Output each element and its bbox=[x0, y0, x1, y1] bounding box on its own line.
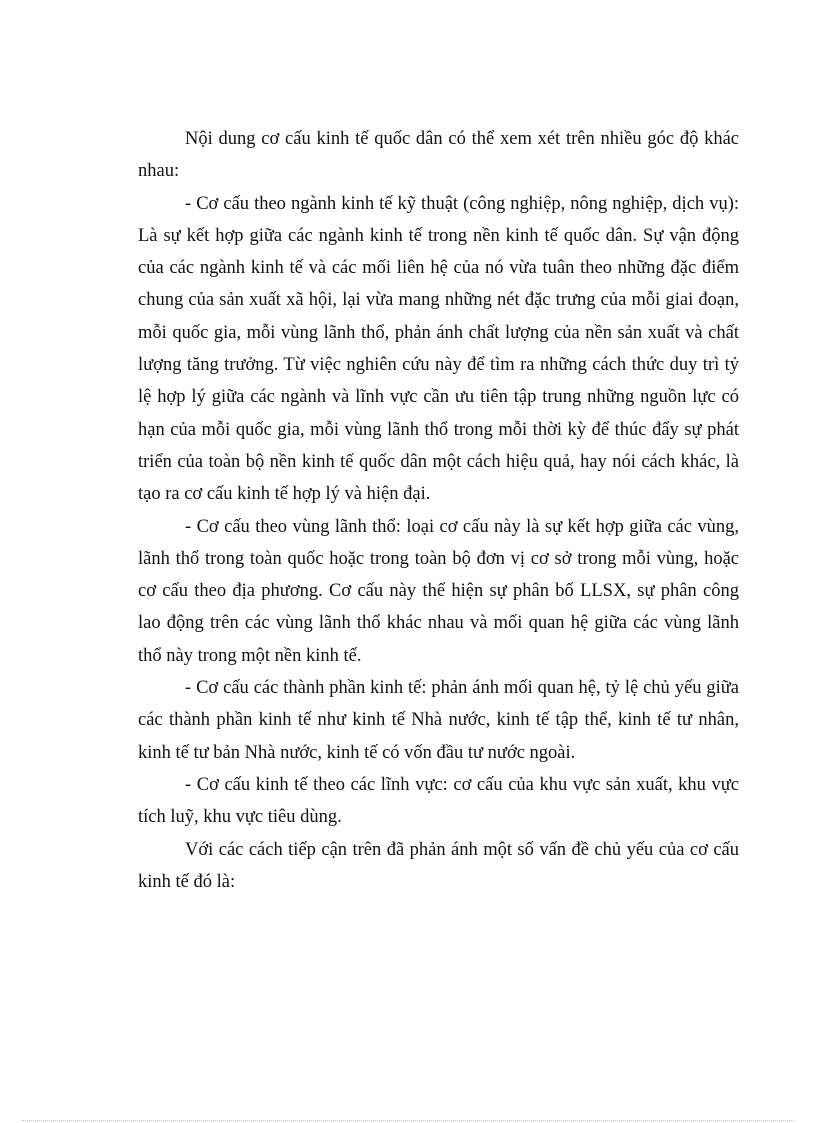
paragraph-territorial-structure: - Cơ cấu theo vùng lãnh thổ: loại cơ cấu này là sự kết hợp giữa các vùng, lãnh thổ trong toàn quốc hoặc trong toàn bộ đơn vị cơ sở trong mỗi vùng, hoặc cơ cấu theo địa phương. Cơ cấu này thể hiện sự phân bố LLSX, sự phân công lao động trên các vùng lãnh thổ khác nhau và mối quan hệ giữa các vùng lãnh thổ này trong một nền kinh tế. bbox=[138, 516, 739, 666]
paragraph-field-structure: - Cơ cấu kinh tế theo các lĩnh vực: cơ cấu của khu vực sản xuất, khu vực tích luỹ, khu vực tiêu dùng. bbox=[138, 774, 739, 828]
paragraph-intro: Nội dung cơ cấu kinh tế quốc dân có thể xem xét trên nhiều góc độ khác nhau: bbox=[138, 129, 739, 182]
paragraph-sector-structure: - Cơ cấu theo ngành kinh tế kỹ thuật (công nghiệp, nông nghiệp, dịch vụ): Là sự kết hợp giữa các ngành kinh tế trong nền kinh tế quốc dân. Sự vận động của các ngành kinh tế và các mối liên hệ của nó vừa tuân theo những đặc điểm chung của sản xuất xã hội, lại vừa mang những nét đặc trưng của mỗi giai đoạn, mỗi quốc gia, mỗi vùng lãnh thổ, phản ánh chất lượng của nền sản xuất và chất lượng tăng trưởng. Từ việc nghiên cứu này để tìm ra những cách thức duy trì tỷ lệ hợp lý giữa các ngành và lĩnh vực cần ưu tiên tập trung những nguồn lực có hạn của mỗi quốc gia, mỗi vùng lãnh thổ trong mỗi thời kỳ để thúc đẩy sự phát triển của toàn bộ nền kinh tế quốc dân một cách hiệu quả, hay nói cách khác, là tạo ra cơ cấu kinh tế hợp lý và hiện đại. bbox=[138, 193, 739, 505]
paragraph-conclusion: Với các cách tiếp cận trên đã phản ánh một số vấn đề chủ yếu của cơ cấu kinh tế đó là: bbox=[138, 839, 739, 892]
paragraph-ownership-structure: - Cơ cấu các thành phần kinh tế: phản ánh mối quan hệ, tỷ lệ chủ yếu giữa các thành phần kinh tế như kinh tế Nhà nước, kinh tế tập thể, kinh tế tư nhân, kinh tế tư bản Nhà nước, kinh tế có vốn đầu tư nước ngoài. bbox=[138, 678, 739, 763]
page-bottom-divider bbox=[22, 1120, 794, 1121]
document-body bbox=[138, 123, 739, 898]
